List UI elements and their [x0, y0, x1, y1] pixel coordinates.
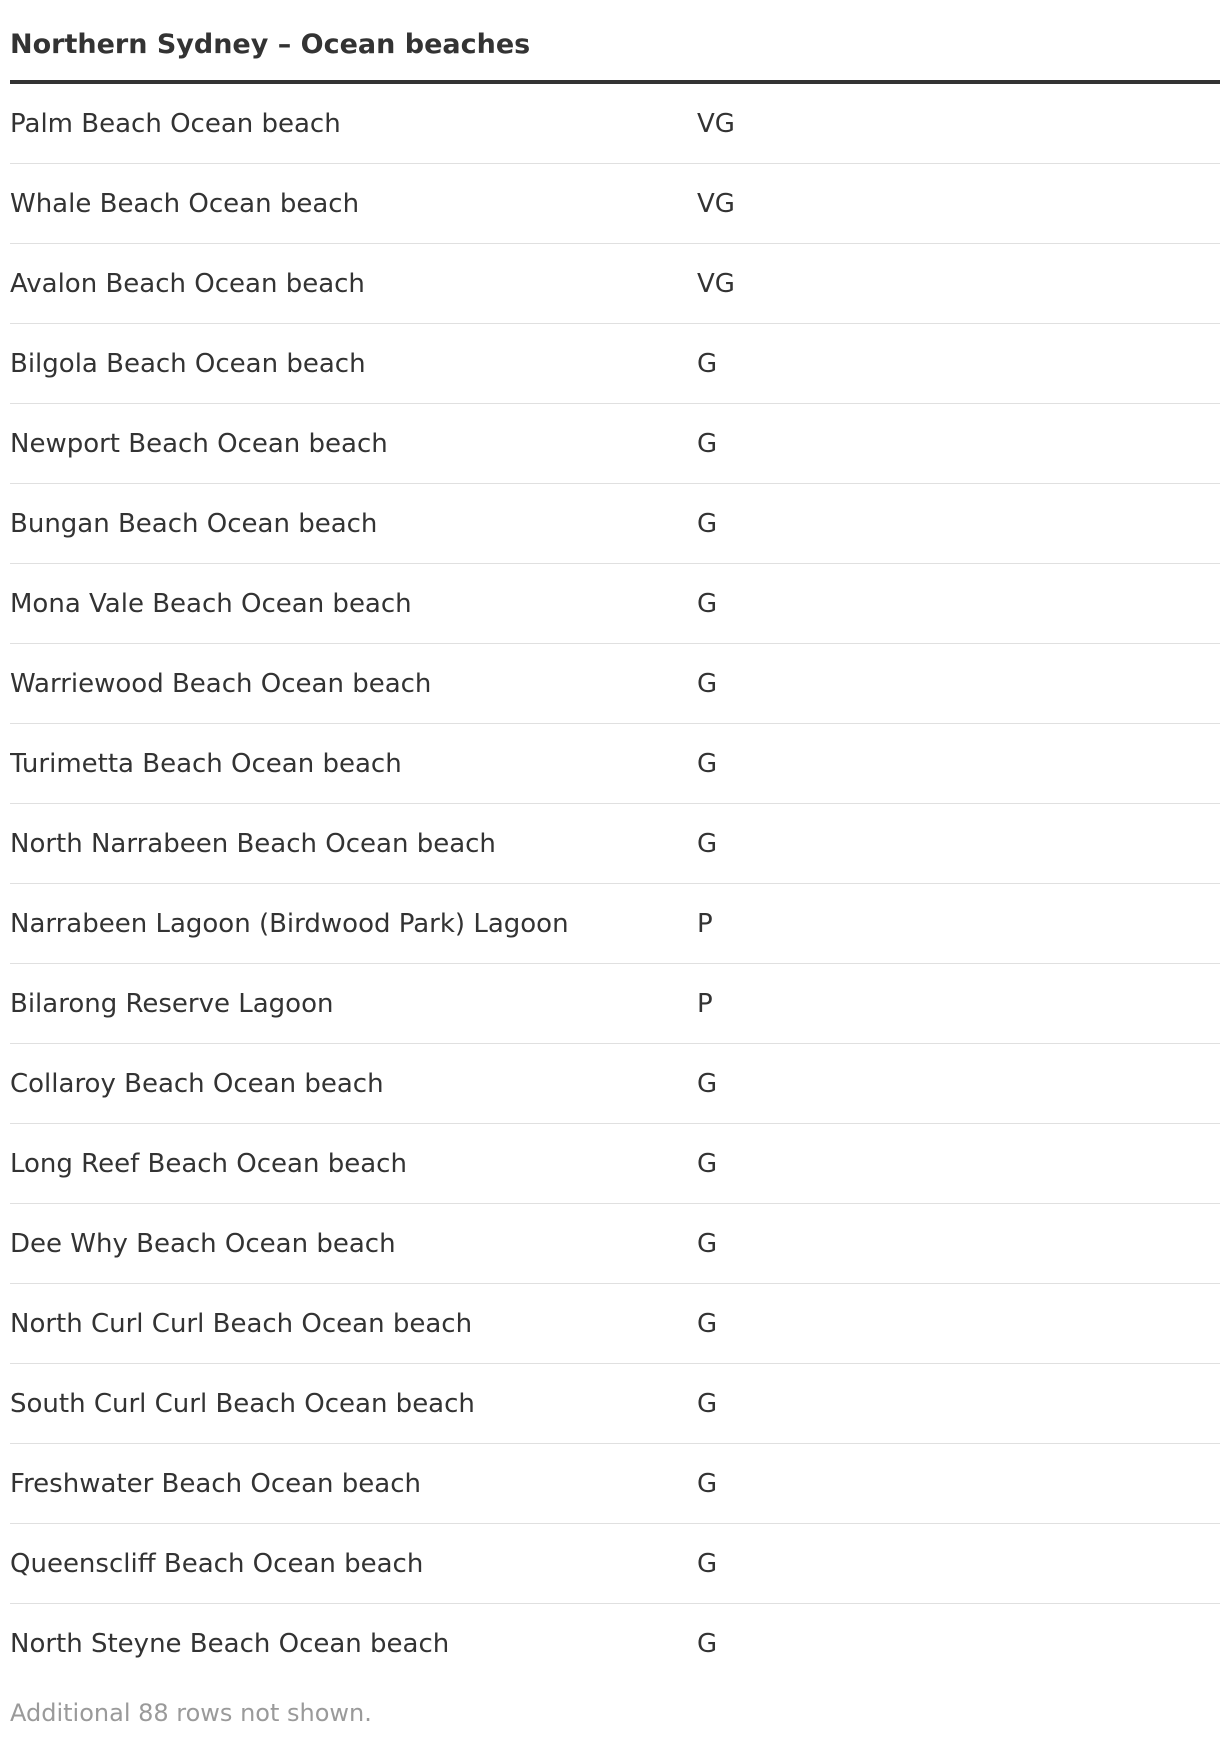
table-row [10, 1044, 1220, 1124]
table-footnote: Additional 88 rows not shown. [10, 1699, 372, 1727]
beach-grade: G [697, 1628, 718, 1659]
table-row [10, 804, 1220, 884]
table-row [10, 324, 1220, 404]
beach-grade: G [697, 1308, 718, 1339]
beach-grade: G [697, 828, 718, 859]
table-row [10, 644, 1220, 724]
beach-name: Collaroy Beach Ocean beach [10, 1068, 384, 1099]
table-row [10, 164, 1220, 244]
beach-name: Warriewood Beach Ocean beach [10, 668, 432, 699]
table-row [10, 244, 1220, 324]
beach-grade: P [697, 908, 713, 939]
table-body [10, 84, 1220, 1683]
beach-grade: VG [697, 108, 735, 139]
beach-name: North Narrabeen Beach Ocean beach [10, 828, 496, 859]
beach-name: Mona Vale Beach Ocean beach [10, 588, 412, 619]
beach-grade: G [697, 1228, 718, 1259]
table-row [10, 1604, 1220, 1683]
table-row [10, 1124, 1220, 1204]
beach-name: Palm Beach Ocean beach [10, 108, 341, 139]
beach-name: North Curl Curl Beach Ocean beach [10, 1308, 473, 1339]
beach-table [10, 0, 1220, 1731]
beach-name: Narrabeen Lagoon (Birdwood Park) Lagoon [10, 908, 569, 939]
table-row [10, 1524, 1220, 1604]
beach-grade: G [697, 428, 718, 459]
beach-grade: G [697, 508, 718, 539]
beach-grade: G [697, 748, 718, 779]
beach-name: Bilarong Reserve Lagoon [10, 988, 334, 1019]
beach-grade: G [697, 668, 718, 699]
table-row [10, 964, 1220, 1044]
table-row [10, 884, 1220, 964]
beach-grade: G [697, 1548, 718, 1579]
table-row [10, 484, 1220, 564]
beach-grade: P [697, 988, 713, 1019]
table-row [10, 724, 1220, 804]
beach-name: Whale Beach Ocean beach [10, 188, 360, 219]
beach-name: North Steyne Beach Ocean beach [10, 1628, 450, 1659]
table-row [10, 404, 1220, 484]
beach-grade: G [697, 1148, 718, 1179]
beach-name: Newport Beach Ocean beach [10, 428, 388, 459]
beach-grade: VG [697, 268, 735, 299]
beach-grade: G [697, 1468, 718, 1499]
beach-name: Long Reef Beach Ocean beach [10, 1148, 407, 1179]
table-title: Northern Sydney – Ocean beaches [10, 0, 1220, 84]
table-row [10, 1444, 1220, 1524]
beach-grade: VG [697, 188, 735, 219]
beach-name: Bilgola Beach Ocean beach [10, 348, 366, 379]
beach-grade: G [697, 1068, 718, 1099]
table-row [10, 1364, 1220, 1444]
table-row [10, 1204, 1220, 1284]
beach-name: Dee Why Beach Ocean beach [10, 1228, 396, 1259]
beach-name: Avalon Beach Ocean beach [10, 268, 365, 299]
table-row [10, 1284, 1220, 1364]
beach-grade: G [697, 588, 718, 619]
table-row [10, 84, 1220, 164]
beach-name: Bungan Beach Ocean beach [10, 508, 378, 539]
beach-name: South Curl Curl Beach Ocean beach [10, 1388, 475, 1419]
beach-grade: G [697, 348, 718, 379]
beach-name: Queenscliff Beach Ocean beach [10, 1548, 424, 1579]
beach-name: Turimetta Beach Ocean beach [10, 748, 402, 779]
beach-grade: G [697, 1388, 718, 1419]
table-row [10, 564, 1220, 644]
beach-name: Freshwater Beach Ocean beach [10, 1468, 421, 1499]
